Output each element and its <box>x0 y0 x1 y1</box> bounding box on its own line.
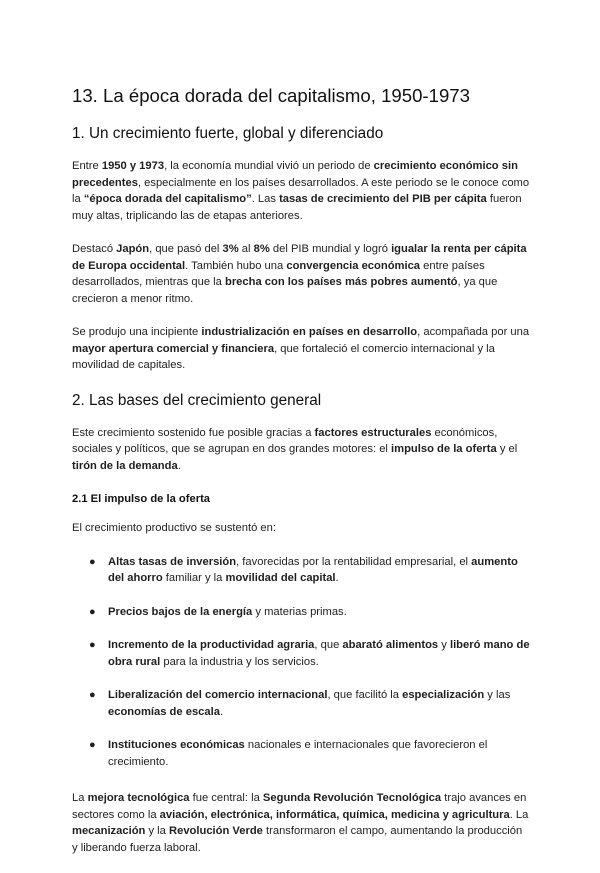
text-run: trajo avances en sectores como la <box>72 792 527 821</box>
text-run: y el <box>496 443 518 455</box>
list-item-text <box>108 739 487 768</box>
bold-text-run: aviación, electrónica, informática, química, medicina y agricultura <box>159 808 510 821</box>
section-1-paragraph <box>72 241 530 307</box>
text-run: , que fortaleció el comercio internacional y la movilidad de capitales. <box>72 342 495 371</box>
list-item <box>72 604 530 621</box>
text-run: y la <box>145 825 170 837</box>
bold-text-run: Japón <box>116 243 150 255</box>
bold-text-run: “época dorada del capitalismo” <box>83 193 252 205</box>
text-run: económicos, sociales y políticos, que se agrupan en dos grandes motores: el <box>72 426 498 455</box>
bold-text-run: convergencia económica <box>286 259 421 272</box>
bullet-icon: ● <box>89 639 96 651</box>
bullet-icon: ● <box>89 739 96 751</box>
bold-text-run: mayor apertura comercial y financiera <box>72 342 275 355</box>
bold-text-run: igualar la renta per cápita de Europa occidental <box>72 243 527 272</box>
text-run: Destacó <box>72 243 117 255</box>
bold-text-run: 1950 y 1973 <box>101 160 165 172</box>
bold-text-run: Revolución Verde <box>169 825 263 837</box>
subsection-2-1-lead: El crecimiento productivo se sustentó en: <box>72 522 276 534</box>
text-run: Este crecimiento sostenido fue posible gracias a <box>72 426 315 439</box>
page-title: 13. La época dorada del capitalismo, 1950-1973 <box>72 85 470 106</box>
text-run: y <box>438 639 450 651</box>
text-run: fueron muy altas, triplicando las de etapas anteriores. <box>72 193 522 222</box>
text-run: transformaron el campo, aumentando la producción y liberando fuerza laboral. <box>72 825 523 854</box>
list-item-text <box>108 606 347 618</box>
text-run: , que facilitó la <box>327 689 403 701</box>
list-item <box>72 687 530 720</box>
text-run: . También hubo una <box>185 259 287 272</box>
section-2-intro <box>72 425 530 475</box>
section-1-paragraph <box>72 158 530 224</box>
text-run: , la economía mundial vivió un periodo de <box>164 160 374 172</box>
bold-text-run: aumento del ahorro <box>108 555 518 584</box>
bold-text-run: economías de escala <box>108 705 220 718</box>
bold-text-run: 8% <box>253 243 270 255</box>
bold-text-run: Incremento de la productividad agraria <box>108 639 315 651</box>
bold-text-run: Precios bajos de la energía <box>108 605 253 618</box>
supply-factors-list <box>72 554 530 771</box>
text-run: La <box>72 792 88 804</box>
subsection-2-1-heading: 2.1 El impulso de la oferta <box>72 493 211 505</box>
text-run: para la industria y los servicios. <box>160 655 319 668</box>
text-run: entre países desarrollados, mientras que la <box>72 259 485 288</box>
bold-text-run: tirón de la demanda <box>72 459 178 472</box>
bold-text-run: 3% <box>222 243 239 255</box>
bold-text-run: abarató alimentos <box>342 639 439 651</box>
bold-text-run: impulso de la oferta <box>391 443 497 455</box>
section-1-paragraph <box>72 324 530 374</box>
bold-text-run: Instituciones económicas <box>108 739 245 751</box>
bold-text-run: mecanización <box>72 825 146 837</box>
text-run: . <box>335 572 339 584</box>
text-run: fue central: la <box>189 792 263 804</box>
list-item <box>72 637 530 670</box>
text-run: . Las <box>251 193 280 205</box>
document-page <box>72 84 530 873</box>
text-run: , ya que crecieron a menor ritmo. <box>72 276 498 305</box>
bold-text-run: crecimiento económico sin precedentes <box>72 160 518 189</box>
bullet-icon: ● <box>89 605 96 618</box>
bold-text-run: movilidad del capital <box>225 572 336 584</box>
bold-text-run: liberó mano de obra rural <box>108 639 530 668</box>
text-run: al <box>238 243 254 255</box>
technology-paragraph <box>72 790 530 856</box>
section-2-heading: 2. Las bases del crecimiento general <box>72 391 322 409</box>
text-run: , favorecidas por la rentabilidad empresarial, el <box>236 555 472 568</box>
list-item <box>72 737 530 770</box>
list-item-text <box>108 689 510 718</box>
text-run: , especialmente en los países desarrollados. A este periodo se le conoce como la <box>72 176 530 205</box>
text-run: , que <box>314 639 343 651</box>
bullet-icon: ● <box>89 689 96 701</box>
text-run: familiar y la <box>162 572 226 584</box>
bold-text-run: mejora tecnológica <box>87 792 190 804</box>
list-item-text <box>108 556 518 585</box>
text-run: , acompañada por una <box>417 326 530 338</box>
bold-text-run: Altas tasas de inversión <box>108 555 237 568</box>
text-run: . <box>219 705 224 718</box>
text-run: Entre <box>72 160 102 172</box>
bold-text-run: Liberalización del comercio internacional <box>108 689 328 701</box>
text-run: . La <box>509 808 529 821</box>
text-run: del PIB mundial y logró <box>269 243 392 255</box>
bullet-icon: ● <box>89 555 96 568</box>
bold-text-run: Segunda Revolución Tecnológica <box>262 792 442 804</box>
text-run: y las <box>484 689 511 701</box>
text-run: . <box>177 459 181 472</box>
text-run: Se produjo una incipiente <box>72 326 202 338</box>
bold-text-run: brecha con los países más pobres aumentó <box>224 276 458 288</box>
bold-text-run: especialización <box>402 689 485 701</box>
text-run: nacionales e internacionales que favorecieron el crecimiento. <box>108 739 488 768</box>
list-item-text <box>108 639 530 668</box>
section-1-heading: 1. Un crecimiento fuerte, global y diferenciado <box>72 125 384 142</box>
bold-text-run: industrialización en países en desarrollo <box>201 326 418 338</box>
text-run: , que pasó del <box>149 243 223 255</box>
text-run: y materias primas. <box>252 605 347 618</box>
list-item <box>72 554 530 587</box>
bold-text-run: tasas de crecimiento del PIB per cápita <box>279 193 487 205</box>
bold-text-run: factores estructurales <box>314 426 432 439</box>
